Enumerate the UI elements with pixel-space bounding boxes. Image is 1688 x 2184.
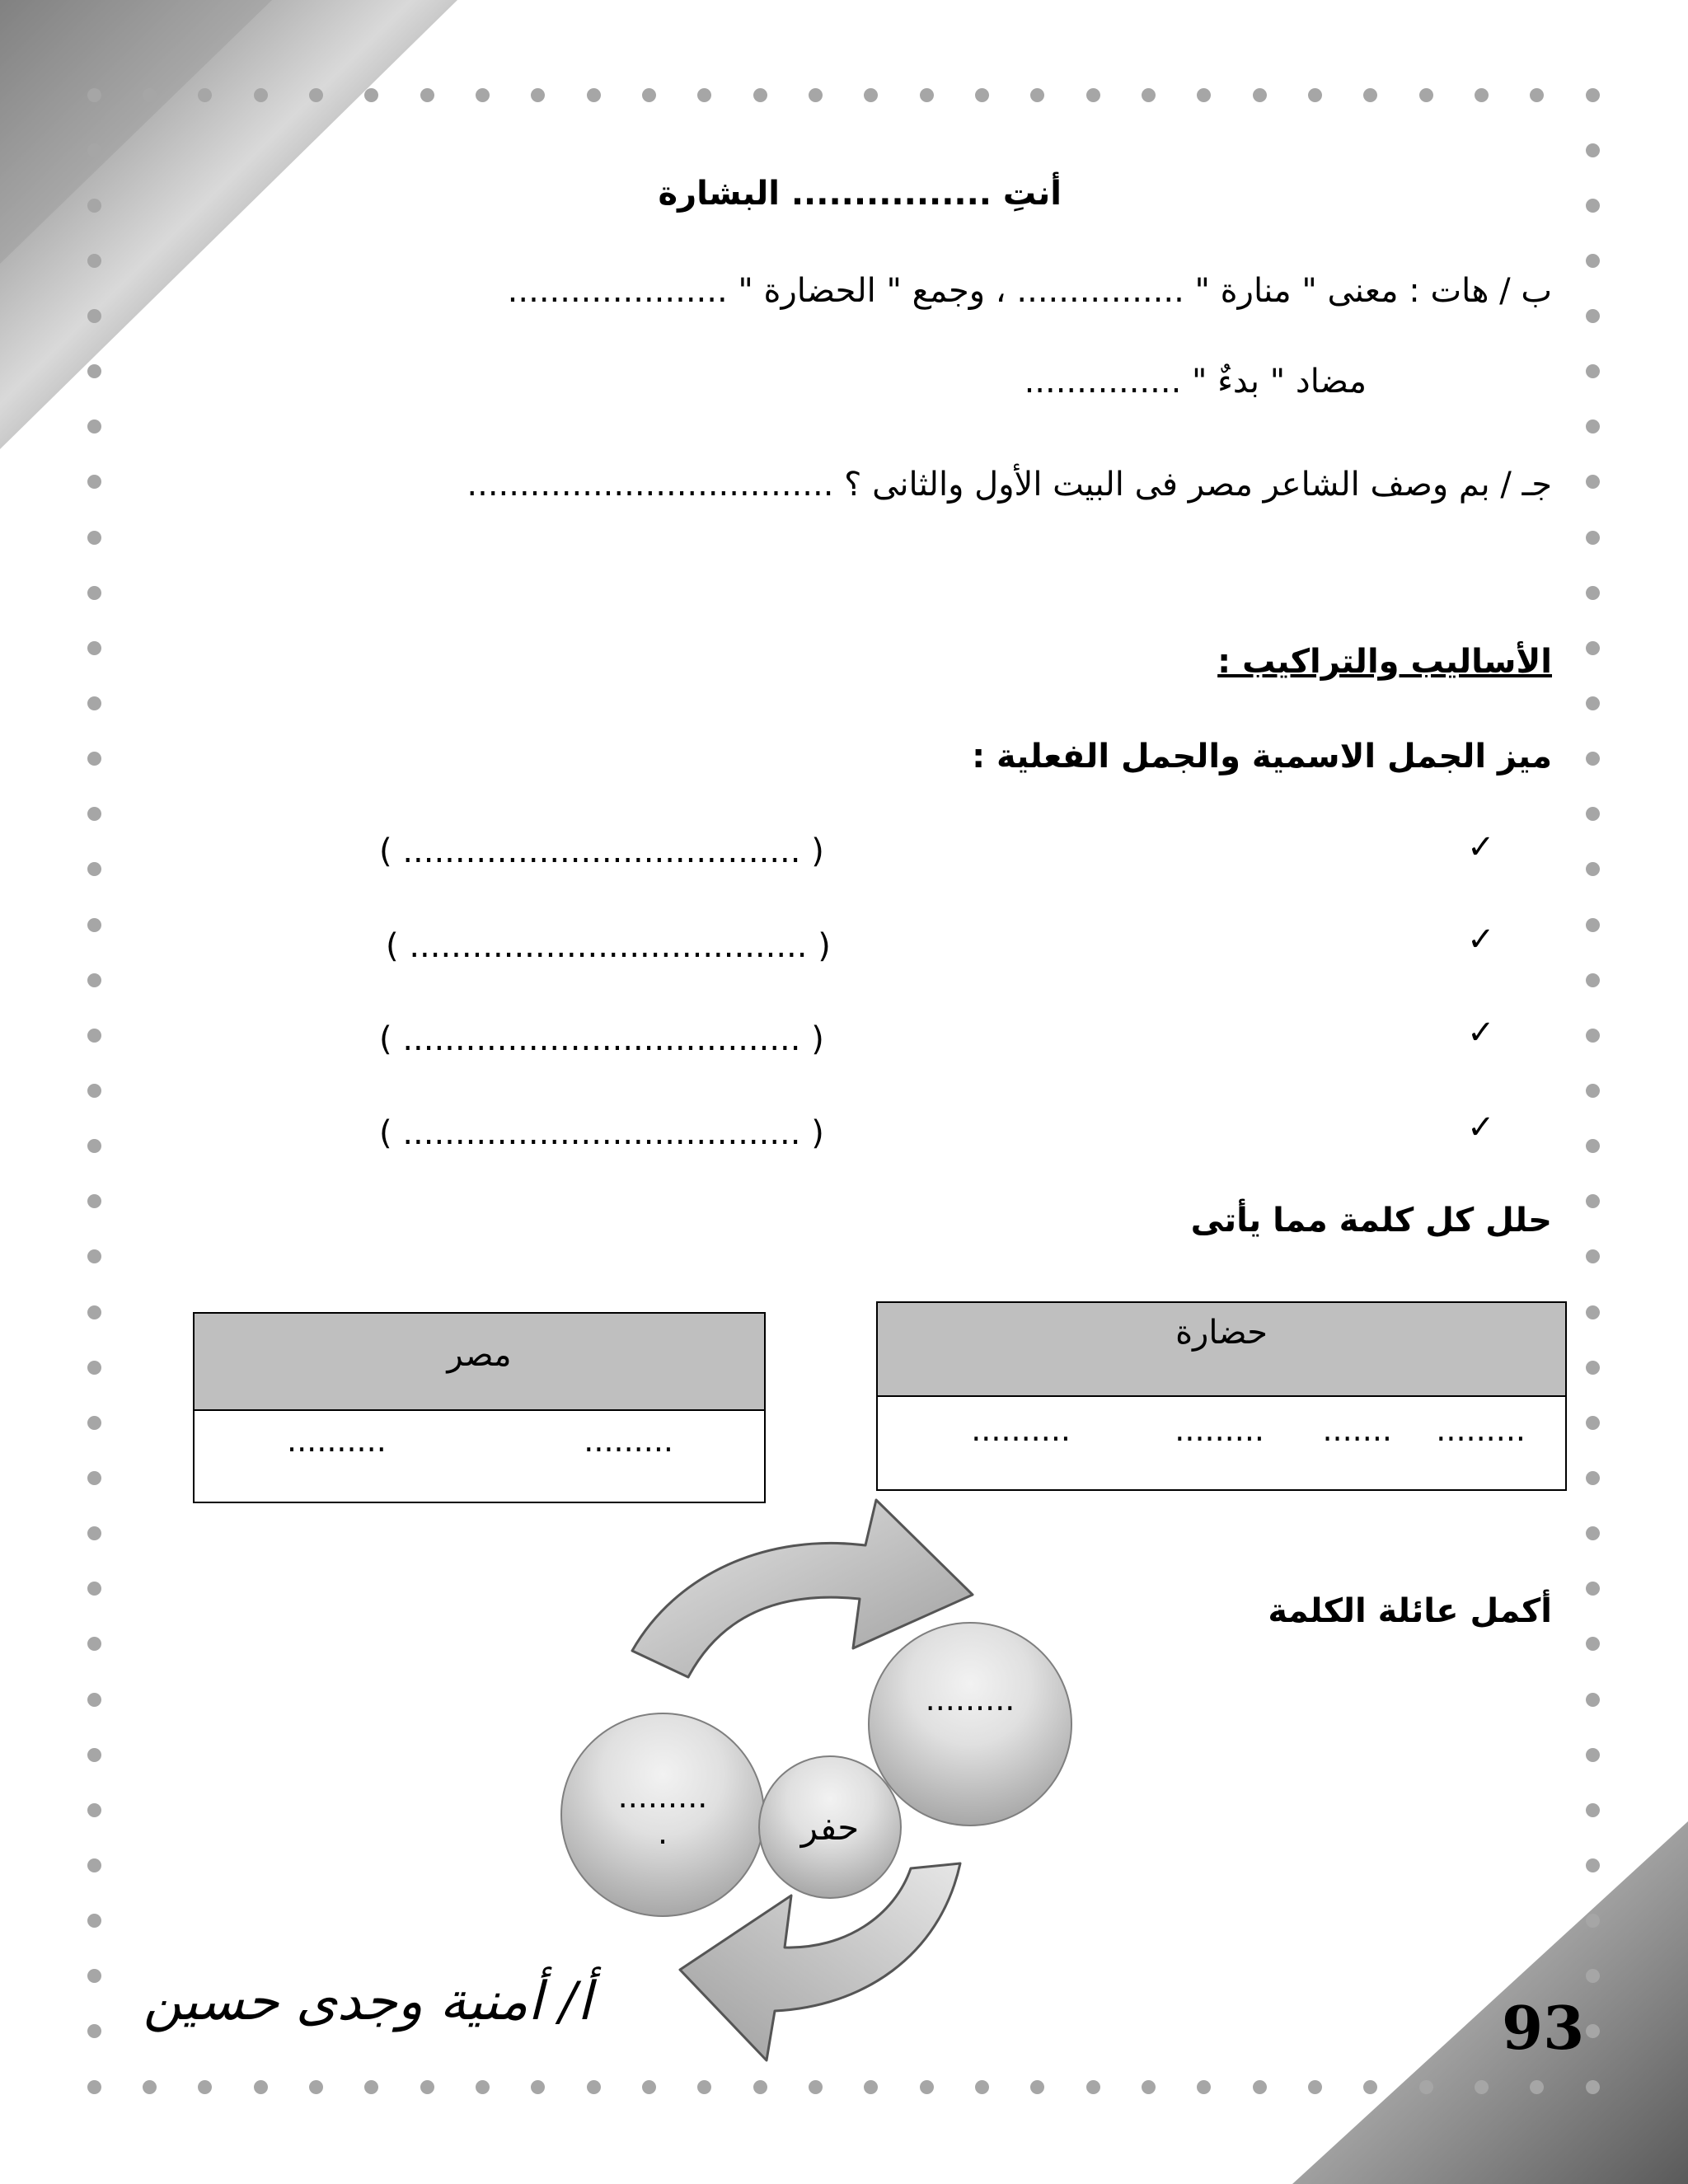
border-dot xyxy=(87,586,101,600)
border-dot xyxy=(1586,1803,1600,1817)
border-dot xyxy=(1586,1914,1600,1928)
border-dot xyxy=(1475,88,1489,102)
border-dot xyxy=(254,88,268,102)
border-dot xyxy=(87,1969,101,1983)
border-dot xyxy=(1308,88,1322,102)
answer-blank[interactable]: ( ...................................... ) xyxy=(379,832,824,870)
border-dot xyxy=(1586,807,1600,821)
border-dot xyxy=(531,88,545,102)
border-dot xyxy=(420,2080,434,2094)
word-family-heading: أكمل عائلة الكلمة xyxy=(1268,1592,1552,1630)
border-dot xyxy=(975,88,989,102)
border-dot xyxy=(1586,309,1600,323)
border-dot xyxy=(309,88,323,102)
word-box-header: مصر xyxy=(195,1314,764,1411)
border-dot xyxy=(1586,918,1600,932)
border-dot xyxy=(87,1693,101,1707)
border-dot xyxy=(809,88,823,102)
border-dot xyxy=(87,1858,101,1872)
check-icon: ✓ xyxy=(1467,828,1495,866)
check-icon: ✓ xyxy=(1467,921,1495,958)
border-dot xyxy=(87,1637,101,1651)
border-dot xyxy=(1586,973,1600,987)
border-dot xyxy=(642,2080,656,2094)
border-dot xyxy=(1475,2080,1489,2094)
check-icon: ✓ xyxy=(1467,1108,1495,1146)
border-dot xyxy=(476,2080,490,2094)
border-dot xyxy=(1197,2080,1211,2094)
border-dot xyxy=(1530,88,1544,102)
border-dot xyxy=(87,531,101,545)
border-dot xyxy=(1586,1748,1600,1762)
word-box-misr xyxy=(193,1312,766,1503)
border-dot xyxy=(87,973,101,987)
border-dot xyxy=(87,88,101,102)
border-dot xyxy=(87,1803,101,1817)
border-dot xyxy=(1363,2080,1377,2094)
border-dot xyxy=(1586,254,1600,268)
border-dot xyxy=(697,88,711,102)
border-dot xyxy=(87,1249,101,1263)
border-dot xyxy=(254,2080,268,2094)
border-dot xyxy=(87,1416,101,1430)
border-dot xyxy=(87,1526,101,1540)
border-dot xyxy=(1253,2080,1267,2094)
border-dot xyxy=(1586,419,1600,434)
border-dot xyxy=(1586,1416,1600,1430)
answer-blank[interactable]: ( ...................................... ) xyxy=(379,1114,824,1152)
border-dot xyxy=(1086,88,1100,102)
border-dot xyxy=(1142,2080,1156,2094)
border-dot xyxy=(1308,2080,1322,2094)
border-dot xyxy=(1586,1471,1600,1485)
border-dot xyxy=(1586,586,1600,600)
border-dot xyxy=(87,1305,101,1319)
border-dot xyxy=(87,1084,101,1098)
border-dot xyxy=(531,2080,545,2094)
border-dot xyxy=(753,88,767,102)
border-dot xyxy=(87,862,101,876)
border-dot xyxy=(1030,88,1044,102)
border-dot xyxy=(1586,862,1600,876)
border-dot xyxy=(87,199,101,213)
word-box-answers[interactable] xyxy=(195,1406,764,1502)
border-dot xyxy=(87,143,101,157)
distinguish-heading: ميز الجمل الاسمية والجمل الفعلية : xyxy=(972,738,1552,776)
circle-blank: ......... xyxy=(925,1681,1015,1718)
border-dot xyxy=(1586,199,1600,213)
border-dot xyxy=(364,2080,378,2094)
border-dot xyxy=(87,1139,101,1153)
family-word-circle-left[interactable] xyxy=(560,1713,765,1917)
border-dot xyxy=(1586,364,1600,378)
section-heading: الأساليب والتراكيب : xyxy=(1217,643,1552,681)
root-word: حفر xyxy=(800,1807,860,1848)
border-dot xyxy=(1586,1194,1600,1208)
border-dot xyxy=(1586,1637,1600,1651)
border-dot xyxy=(1586,1361,1600,1375)
border-dot xyxy=(920,88,934,102)
question-b: ب / هات : معنى " منارة " ................ ، وجمع " الحضارة " ..................... xyxy=(507,272,1552,310)
border-dot xyxy=(87,2024,101,2038)
border-dot xyxy=(87,696,101,710)
border-dot xyxy=(87,641,101,655)
border-dot xyxy=(87,1361,101,1375)
border-dot xyxy=(309,2080,323,2094)
answer-blank[interactable]: ....... xyxy=(1322,1412,1392,1448)
answer-blank[interactable]: .......... xyxy=(287,1422,387,1459)
question-c: جـ / بم وصف الشاعر مصر فى البيت الأول والثانى ؟ ................................... xyxy=(467,466,1552,504)
border-dot xyxy=(1586,88,1600,102)
check-icon: ✓ xyxy=(1467,1014,1495,1052)
border-dot xyxy=(87,254,101,268)
answer-blank[interactable]: ( ...................................... ) xyxy=(386,927,831,965)
border-dot xyxy=(87,1471,101,1485)
circle-blank: ......... xyxy=(617,1779,708,1815)
border-dot xyxy=(198,2080,212,2094)
border-dot xyxy=(587,88,601,102)
word-box-hadara xyxy=(876,1301,1567,1491)
border-dot xyxy=(87,1029,101,1043)
border-dot xyxy=(1419,2080,1433,2094)
analyze-heading: حلل كل كلمة مما يأتى xyxy=(1190,1202,1552,1240)
border-dot xyxy=(1586,1084,1600,1098)
border-dot xyxy=(1586,1582,1600,1596)
border-dot xyxy=(87,364,101,378)
border-dot xyxy=(87,807,101,821)
border-dot xyxy=(1197,88,1211,102)
border-dot xyxy=(642,88,656,102)
border-dot xyxy=(87,1582,101,1596)
page-number: 93 xyxy=(1502,1993,1585,2063)
border-dot xyxy=(1586,1139,1600,1153)
border-dot xyxy=(864,88,878,102)
border-dot xyxy=(1253,88,1267,102)
border-dot xyxy=(1586,1029,1600,1043)
border-dot xyxy=(1586,696,1600,710)
family-word-circle-right[interactable] xyxy=(868,1622,1072,1826)
border-dot xyxy=(1363,88,1377,102)
family-root-circle xyxy=(758,1755,902,1899)
border-dot xyxy=(87,309,101,323)
border-dot xyxy=(1586,1526,1600,1540)
bottom-right-corner-decoration xyxy=(1292,1821,1688,2184)
circle-blank: . xyxy=(657,1815,668,1851)
question-b-antonym: مضاد " بدءٌ " ............... xyxy=(1024,363,1367,401)
border-dot xyxy=(1586,2080,1600,2094)
border-dot xyxy=(1586,1305,1600,1319)
border-dot xyxy=(1586,2024,1600,2038)
border-dot xyxy=(1530,2080,1544,2094)
answer-blank[interactable]: ......... xyxy=(1436,1412,1526,1448)
border-dot xyxy=(364,88,378,102)
border-dot xyxy=(1586,143,1600,157)
border-dot xyxy=(87,475,101,489)
answer-blank[interactable]: ......... xyxy=(584,1422,673,1459)
border-dot xyxy=(1586,752,1600,766)
border-dot xyxy=(1086,2080,1100,2094)
border-dot xyxy=(1586,1693,1600,1707)
answer-blank[interactable]: ( ...................................... ) xyxy=(379,1020,824,1058)
border-dot xyxy=(1586,1249,1600,1263)
border-dot xyxy=(1586,475,1600,489)
border-dot xyxy=(1586,641,1600,655)
border-dot xyxy=(1586,1858,1600,1872)
border-dot xyxy=(87,1914,101,1928)
border-dot xyxy=(143,88,157,102)
border-dot xyxy=(420,88,434,102)
border-dot xyxy=(87,1194,101,1208)
border-dot xyxy=(476,88,490,102)
answer-blank[interactable]: .......... xyxy=(971,1412,1071,1448)
border-dot xyxy=(1030,2080,1044,2094)
border-dot xyxy=(87,419,101,434)
border-dot xyxy=(1142,88,1156,102)
border-dot xyxy=(87,1748,101,1762)
word-box-header: حضارة xyxy=(878,1303,1565,1397)
border-dot xyxy=(1586,531,1600,545)
border-dot xyxy=(87,2080,101,2094)
border-dot xyxy=(198,88,212,102)
teacher-signature: أ/ أمنية وجدى حسين xyxy=(143,1971,592,2032)
border-dot xyxy=(143,2080,157,2094)
border-dot xyxy=(1419,88,1433,102)
border-dot xyxy=(87,752,101,766)
border-dot xyxy=(1586,1969,1600,1983)
border-dot xyxy=(87,918,101,932)
word-box-answers[interactable] xyxy=(878,1395,1565,1489)
answer-blank[interactable]: ......... xyxy=(1175,1412,1264,1448)
title-line: أنتِ ................ البشارة xyxy=(658,175,1062,213)
top-left-corner-decoration xyxy=(0,0,462,462)
border-dot xyxy=(587,2080,601,2094)
